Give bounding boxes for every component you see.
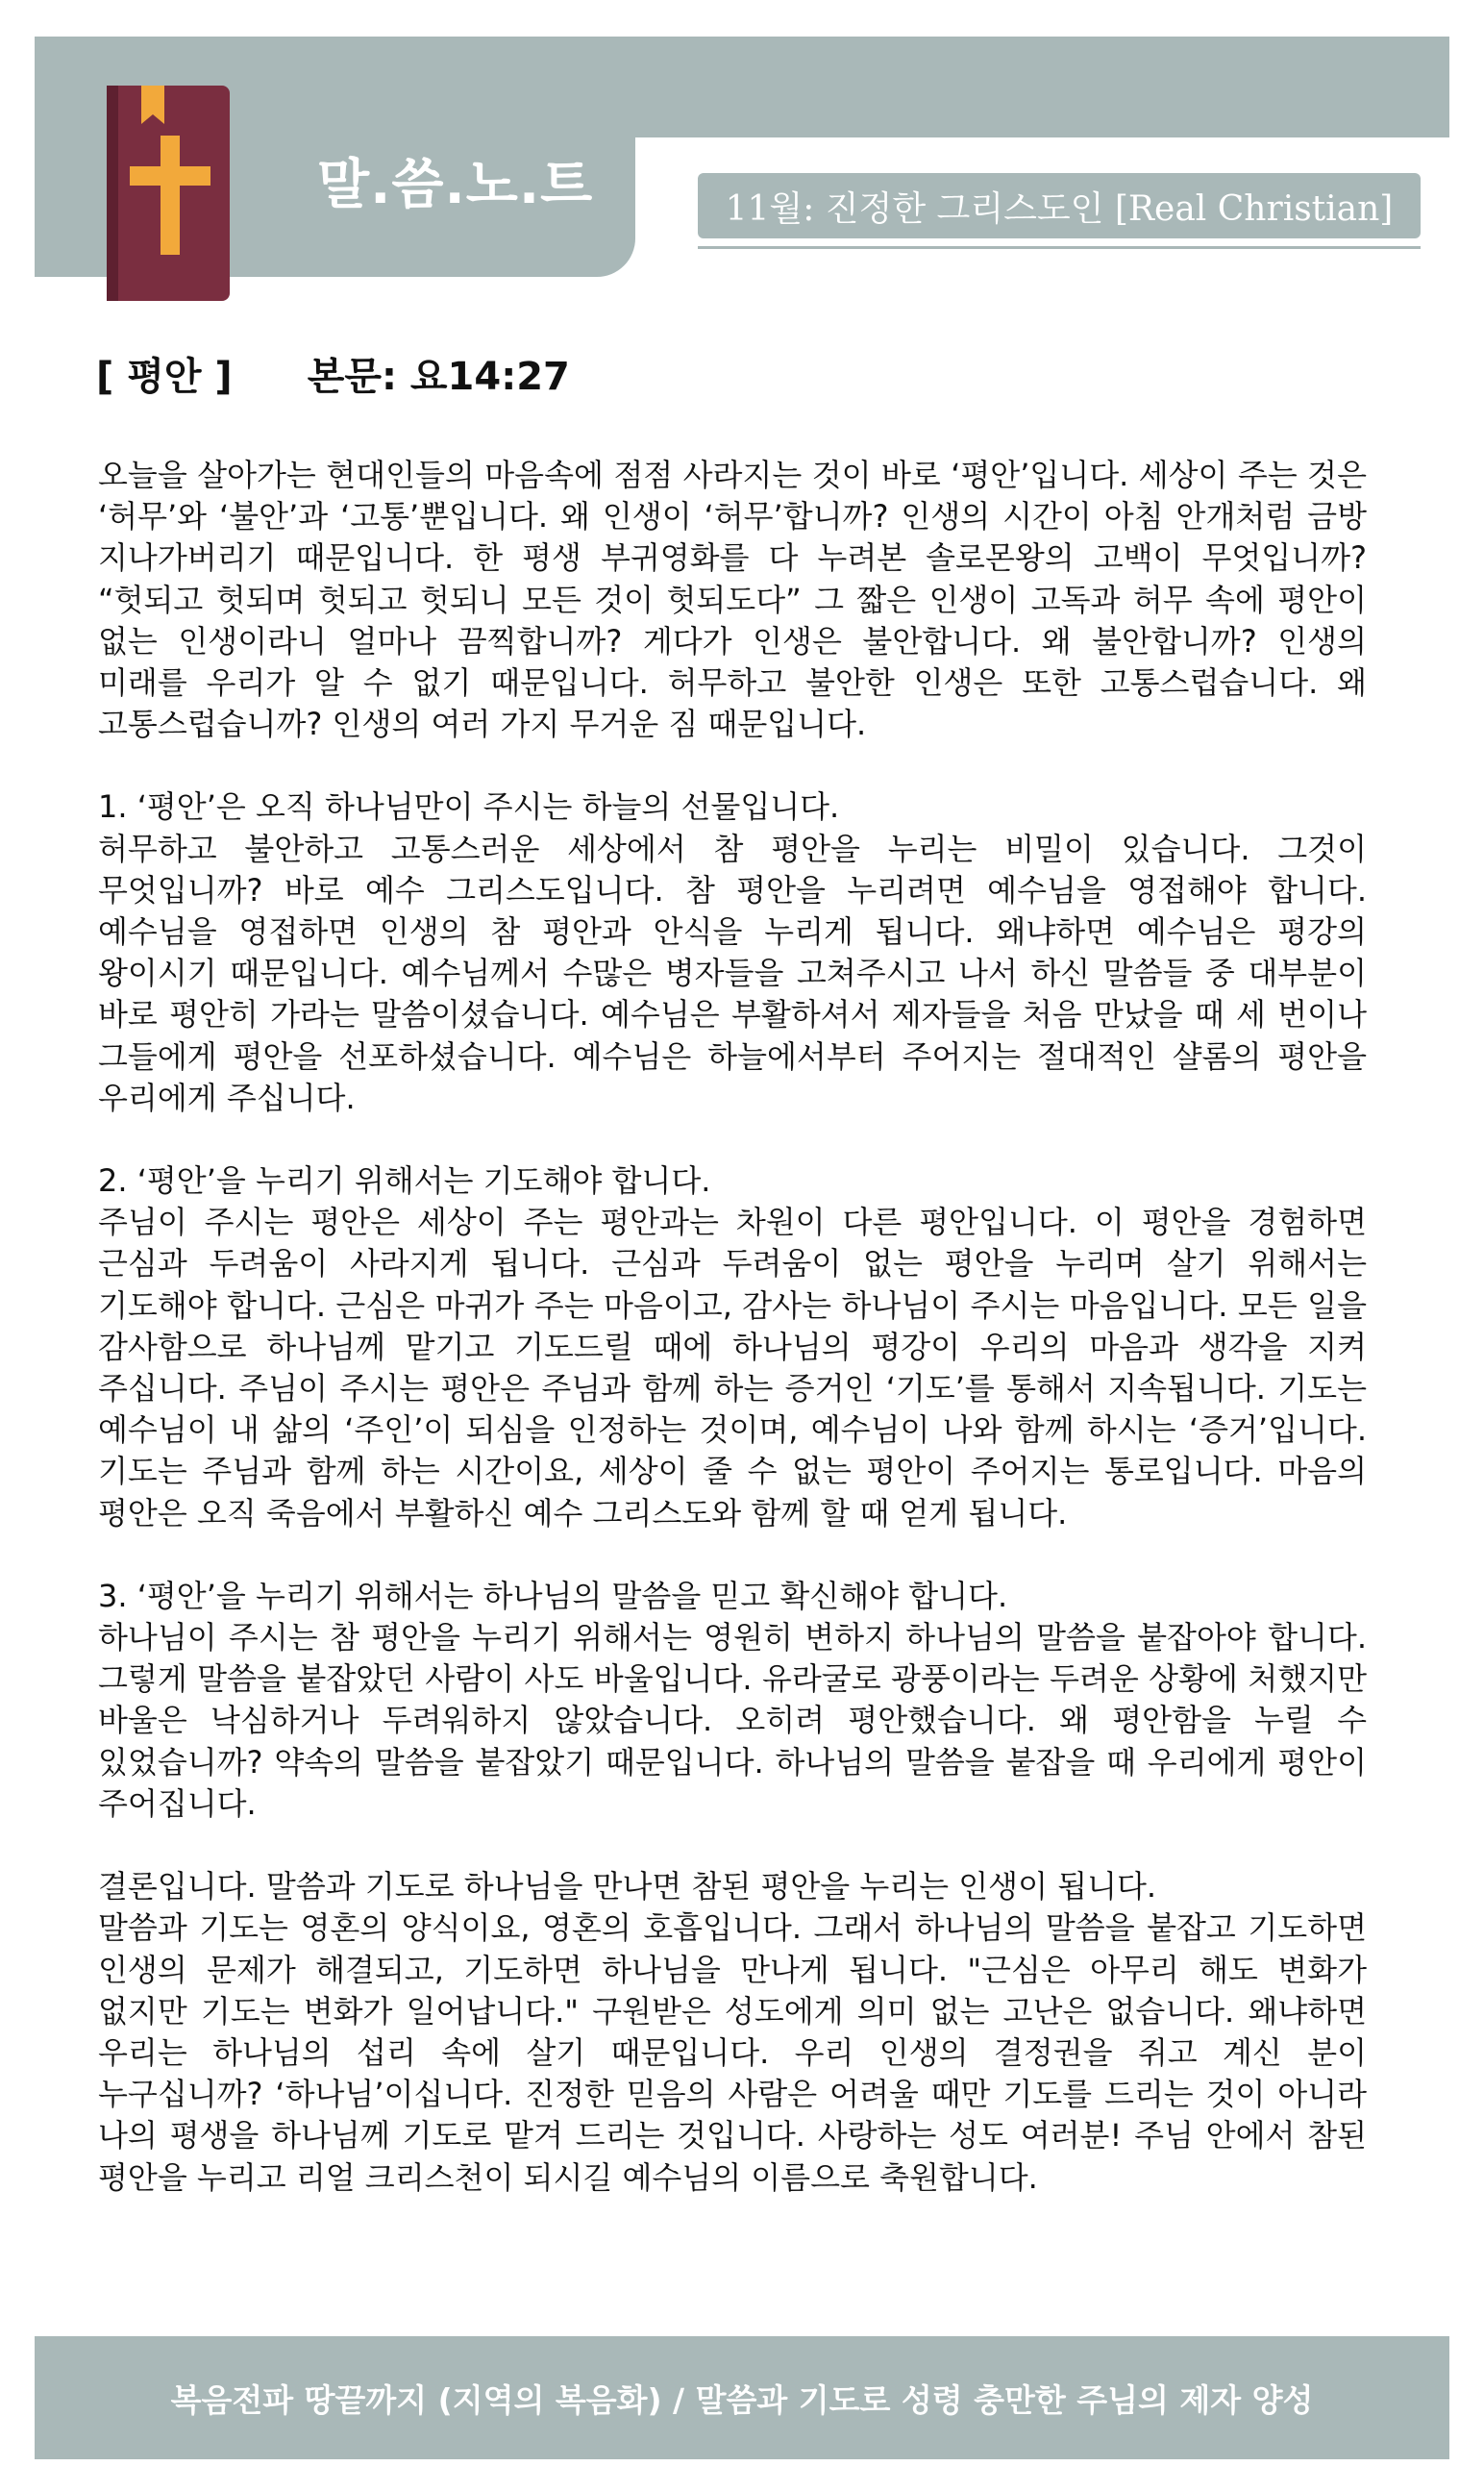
conclusion — [98, 1866, 1367, 2199]
bible-cross-icon — [107, 86, 230, 301]
point-2-text: 주님이 주시는 평안은 세상이 주는 평안과는 차원이 다른 평안입니다. 이 평안을 경험하면 근심과 두려움이 사라지게 됩니다. 근심과 두려움이 없는 평안을 누리며 살기 위해서는 기도해야 합니다. 근심은 마귀가 주는 마음이고, 감사는 하나님이 주시는 마음입니다. 모든 일을 감사함으로 하나님께 맡기고 기도드릴 때에 하나님의 평강이 우리의 마음과 생각을 지켜 주십니다. 주님이 주시는 평안은 주님과 함께 하는 증거인 ‘기도’를 통해서 지속됩니다. 기도는 예수님이 내 삶의 ‘주인’이 되심을 인정하는 것이며, 예수님이 나와 함께 하시는 ‘증거’입니다. 기도는 주님과 함께 하는 시간이요, 세상이 줄 수 없는 평안이 주어지는 통로입니다. 마음의 평안은 오직 죽음에서 부활하신 예수 그리스도와 함께 할 때 얻게 됩니다. — [98, 1204, 1367, 1532]
intro-paragraph — [98, 455, 1367, 745]
app-title: 말.씀.노.트 — [317, 154, 594, 216]
sermon-heading — [96, 348, 570, 406]
intro-text: 오늘을 살아가는 현대인들의 마음속에 점점 사라지는 것이 바로 ‘평안’입니다. 세상이 주는 것은 ‘허무’와 ‘불안’과 ‘고통’뿐입니다. 왜 인생이 ‘허무’합니까? 인생의 시간이 아침 안개처럼 금방 지나가버리기 때문입니다. 한 평생 부귀영화를 다 누려본 솔로몬왕의 고백이 무엇입니까? “헛되고 헛되며 헛되고 헛되니 모든 것이 헛되도다” 그 짧은 인생이 고독과 허무 속에 평안이 없는 인생이라니 얼마나 끔찍합니까? 게다가 인생은 불안합니다. 왜 불안합니까? 인생의 미래를 우리가 알 수 없기 때문입니다. 허무하고 불안한 인생은 또한 고통스럽습니다. 왜 고통스럽습니까? 인생의 여러 가지 무거운 짐 때문입니다. — [98, 457, 1367, 743]
point-3-text: 하나님이 주시는 참 평안을 누리기 위해서는 영원히 변하지 하나님의 말씀을 붙잡아야 합니다. 그렇게 말씀을 붙잡았던 사람이 사도 바울입니다. 유라굴로 광풍이라는 두려운 상황에 처했지만 바울은 낙심하거나 두려워하지 않았습니다. 오히려 평안했습니다. 왜 평안함을 누릴 수 있었습니까? 약속의 말씀을 붙잡았기 때문입니다. 하나님의 말씀을 붙잡을 때 우리에게 평안이 주어집니다. — [98, 1619, 1367, 1822]
point-3-heading: 3. ‘평안’을 누리기 위해서는 하나님의 말씀을 믿고 확신해야 합니다. — [98, 1577, 1008, 1614]
footer-motto-text: 복음전파 땅끝까지 (지역의 복음화) / 말씀과 기도로 성령 충만한 주님의 제자 양성 — [170, 2380, 1314, 2419]
point-2 — [98, 1160, 1367, 1534]
point-2-heading: 2. ‘평안’을 누리기 위해서는 기도해야 합니다. — [98, 1162, 711, 1200]
series-label: 11월: 진정한 그리스도인 [Real Christian] — [698, 173, 1421, 238]
sermon-body — [98, 455, 1367, 2240]
scripture-reference: 본문: 요14:27 — [307, 355, 570, 399]
conclusion-heading: 결론입니다. 말씀과 기도로 하나님을 만나면 참된 평안을 누리는 인생이 됩니다. — [98, 1868, 1157, 1906]
conclusion-text: 말씀과 기도는 영혼의 양식이요, 영혼의 호흡입니다. 그래서 하나님의 말씀을 붙잡고 기도하면 인생의 문제가 해결되고, 기도하면 하나님을 만나게 됩니다. "근심은 아무리 해도 변화가 없지만 기도는 변화가 일어납니다." 구원받은 성도에게 의미 없는 고난은 없습니다. 왜냐하면 우리는 하나님의 섭리 속에 살기 때문입니다. 우리 인생의 결정권을 쥐고 계신 분이 누구십니까? ‘하나님’이십니다. 진정한 믿음의 사람은 어려울 때만 기도를 드리는 것이 아니라 나의 평생을 하나님께 기도로 맡겨 드리는 것입니다. 사랑하는 성도 여러분! 주님 안에서 참된 평안을 누리고 리얼 크리스천이 되시길 예수님의 이름으로 축원합니다. — [98, 1909, 1367, 2196]
point-1-text: 허무하고 불안하고 고통스러운 세상에서 참 평안을 누리는 비밀이 있습니다. 그것이 무엇입니까? 바로 예수 그리스도입니다. 참 평안을 누리려면 예수님을 영접해야 합니다. 예수님을 영접하면 인생의 참 평안과 안식을 누리게 됩니다. 왜냐하면 예수님은 평강의 왕이시기 때문입니다. 예수님께서 수많은 병자들을 고쳐주시고 나서 하신 말씀들 중 대부분이 바로 평안히 가라는 말씀이셨습니다. 예수님은 부활하셔서 제자들을 처음 만났을 때 세 번이나 그들에게 평안을 선포하셨습니다. 예수님은 하늘에서부터 주어지는 절대적인 샬롬의 평안을 우리에게 주십니다. — [98, 830, 1367, 1116]
series-divider — [698, 246, 1421, 249]
point-3 — [98, 1576, 1367, 1825]
footer-motto — [35, 2336, 1449, 2459]
point-1 — [98, 786, 1367, 1119]
sermon-title-tag: [ 평안 ] — [96, 355, 233, 399]
point-1-heading: 1. ‘평안’은 오직 하나님만이 주시는 하늘의 선물입니다. — [98, 788, 840, 826]
header-band — [35, 37, 1449, 137]
